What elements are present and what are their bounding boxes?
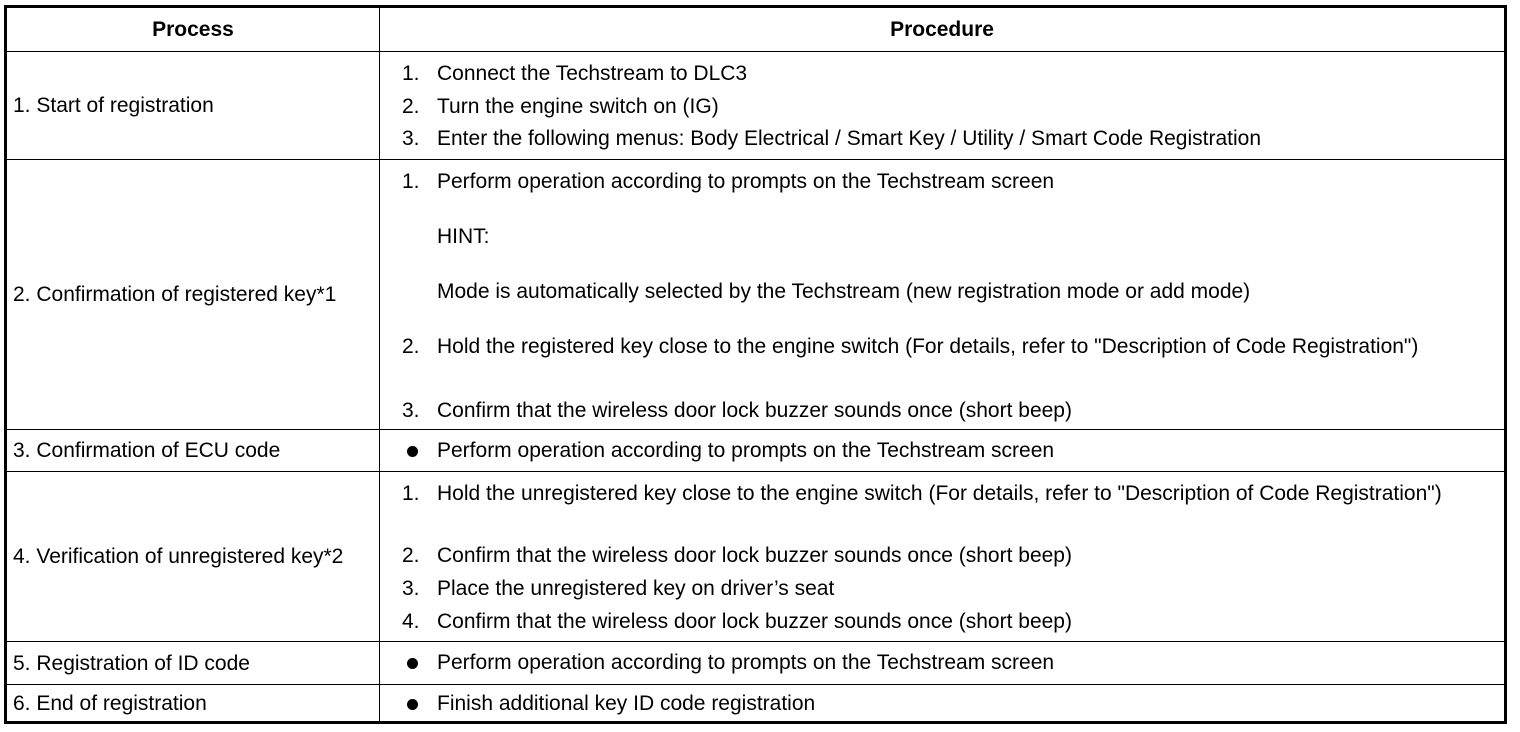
- step-text: Enter the following menus: Body Electrical / Smart Key / Utility / Smart Code Registration: [437, 127, 1261, 150]
- step-number: 1.: [402, 62, 420, 85]
- step-text: Hold the unregistered key close to the engine switch (For details, refer to "Description of Code Registration"): [437, 482, 1442, 505]
- step-number: 2.: [402, 335, 420, 358]
- step-number: 3.: [402, 577, 420, 600]
- bullet-icon: [407, 658, 418, 669]
- table-header-row: [7, 8, 1504, 51]
- step-number: 3.: [402, 399, 420, 422]
- step-text: Hold the registered key close to the engine switch (For details, refer to "Description of Code Registration"): [437, 335, 1419, 358]
- step-text: Confirm that the wireless door lock buzzer sounds once (short beep): [437, 399, 1072, 422]
- procedure-cell: [380, 52, 1504, 159]
- procedure-column-header: Procedure: [890, 17, 994, 41]
- step-number: 4.: [402, 610, 420, 633]
- process-column-header: Process: [7, 8, 380, 51]
- step-text: Confirm that the wireless door lock buzzer sounds once (short beep): [437, 544, 1072, 567]
- step-text: Perform operation according to prompts on the Techstream screen: [437, 170, 1055, 193]
- step-number: 2.: [402, 95, 420, 118]
- process-cell: 3. Confirmation of ECU code: [7, 430, 380, 471]
- step-text: Perform operation according to prompts on the Techstream screen: [437, 439, 1055, 462]
- table-row: [7, 429, 1504, 471]
- procedure-column-header-cell: [380, 8, 1504, 51]
- table-row: [7, 641, 1504, 684]
- process-cell: 2. Confirmation of registered key*1: [7, 160, 380, 429]
- step-number: 1.: [402, 482, 420, 505]
- step-number: 1.: [402, 170, 420, 193]
- table-row: [7, 51, 1504, 159]
- step-text: Place the unregistered key on driver’s seat: [437, 577, 835, 600]
- process-cell: 4. Verification of unregistered key*2: [7, 472, 380, 641]
- step-number: 3.: [402, 127, 420, 150]
- procedure-cell: [380, 642, 1504, 684]
- step-text: Perform operation according to prompts on the Techstream screen: [437, 651, 1055, 674]
- registration-procedure-table: [4, 5, 1507, 724]
- hint-text: Mode is automatically selected by the Techstream (new registration mode or add mode): [437, 280, 1251, 303]
- procedure-cell: [380, 472, 1504, 641]
- bullet-icon: [407, 446, 418, 457]
- procedure-cell: [380, 160, 1504, 429]
- process-cell: 5. Registration of ID code: [7, 642, 380, 684]
- step-text: Confirm that the wireless door lock buzzer sounds once (short beep): [437, 610, 1072, 633]
- table-row: [7, 159, 1504, 429]
- process-cell: 6. End of registration: [7, 685, 380, 721]
- hint-label: HINT:: [437, 225, 490, 248]
- procedure-cell: [380, 685, 1504, 721]
- process-cell: 1. Start of registration: [7, 52, 380, 159]
- table-row: [7, 471, 1504, 641]
- step-text: Turn the engine switch on (IG): [437, 95, 719, 118]
- step-number: 2.: [402, 544, 420, 567]
- step-text: Finish additional key ID code registration: [437, 692, 816, 715]
- table-row: [7, 684, 1504, 721]
- step-text: Connect the Techstream to DLC3: [437, 62, 748, 85]
- bullet-icon: [407, 699, 418, 710]
- procedure-cell: [380, 430, 1504, 471]
